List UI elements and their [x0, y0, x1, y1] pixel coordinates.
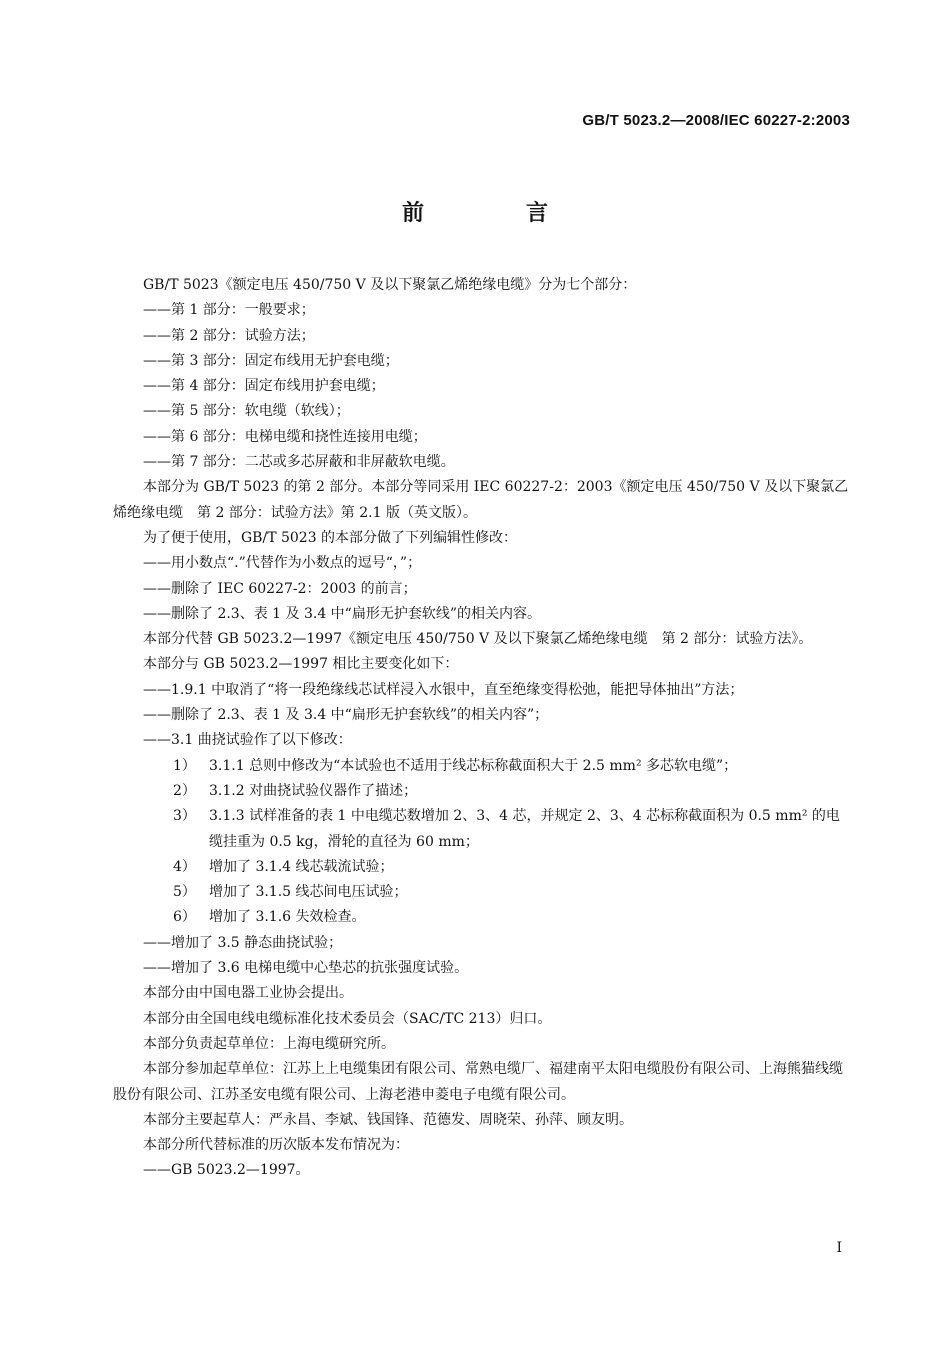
paragraph: 本部分参加起草单位：江苏上上电缆集团有限公司、常熟电缆厂、福建南平太阳电缆股份有限公司、上海熊猫线缆股份有限公司、江苏圣安电缆有限公司、上海老港申菱电子电缆有限公司。 [113, 1061, 843, 1103]
list-item: ——第 6 部分：电梯电缆和挠性连接用电缆； [143, 428, 427, 445]
numbered-item [113, 754, 853, 779]
numbered-item [113, 880, 853, 905]
list-item: ——增加了 3.5 静态曲挠试验； [143, 934, 343, 951]
item-text: 3.1.3 试样准备的表 1 中电缆芯数增加 2、3、4 芯，并规定 2、3、4 芯标称截面积为 0.5 mm² 的电缆挂重为 0.5 kg，滑轮的直径为 60 mm； [209, 808, 840, 850]
list-item: ——第 3 部分：固定布线用无护套电缆； [143, 352, 399, 369]
item-number: 2） [173, 782, 196, 799]
list-item: ——第 5 部分：软电缆（软线）； [143, 403, 350, 420]
list-item: ——用小数点“.”代替作为小数点的逗号“，”； [143, 555, 422, 572]
document-code: GB/T 5023.2—2008/IEC 60227-2:2003 [582, 112, 850, 129]
page-title: 前 言 [401, 201, 588, 226]
foreword-body [113, 273, 853, 1184]
list-item: ——第 7 部分：二芯或多芯屏蔽和非屏蔽软电缆。 [143, 454, 455, 471]
paragraph: 本部分与 GB 5023.2—1997 相比主要变化如下： [143, 656, 459, 673]
item-number: 1） [173, 757, 196, 774]
paragraph: 本部分为 GB/T 5023 的第 2 部分。本部分等同采用 IEC 60227-2：2003《额定电压 450/750 V 及以下聚氯乙烯绝缘电缆 第 2 部分：试验方法》第 2.1 版（英文版）。 [113, 479, 849, 521]
item-text: 增加了 3.1.5 线芯间电压试验； [209, 884, 408, 901]
list-item: ——删除了 2.3、表 1 及 3.4 中“扁形无护套软线”的相关内容”； [143, 707, 549, 724]
list-item: ——删除了 IEC 60227-2：2003 的前言； [143, 580, 417, 597]
numbered-item [113, 905, 853, 930]
list-item: ——增加了 3.6 电梯电缆中心垫芯的抗张强度试验。 [143, 960, 469, 977]
item-text: 3.1.1 总则中修改为“本试验也不适用于线芯标称截面积大于 2.5 mm² 多芯软电缆”； [209, 757, 738, 774]
item-text: 3.1.2 对曲挠试验仪器作了描述； [209, 782, 418, 799]
item-number: 3） [173, 808, 196, 825]
paragraph: 本部分所代替标准的历次版本发布情况为： [143, 1137, 409, 1154]
numbered-item [113, 804, 853, 855]
item-text: 增加了 3.1.4 线芯载流试验； [209, 858, 394, 875]
numbered-item [113, 855, 853, 880]
paragraph: 本部分由全国电线电缆标准化技术委员会（SAC/TC 213）归口。 [143, 1010, 552, 1027]
paragraph: 本部分负责起草单位：上海电缆研究所。 [143, 1035, 395, 1052]
list-item: ——GB 5023.2—1997。 [143, 1162, 310, 1179]
page-number: I [836, 1240, 842, 1256]
list-item: ——1.9.1 中取消了“将一段绝缘线芯试样浸入水银中，直至绝缘变得松弛，能把导体抽出”方法； [143, 681, 744, 698]
paragraph: GB/T 5023《额定电压 450/750 V 及以下聚氯乙烯绝缘电缆》分为七个部分： [143, 277, 637, 293]
paragraph: 本部分由中国电器工业协会提出。 [143, 985, 353, 1002]
item-number: 4） [173, 858, 196, 875]
item-number: 5） [173, 884, 196, 901]
numbered-item [113, 779, 853, 804]
list-item: ——3.1 曲挠试验作了以下修改： [143, 732, 352, 749]
paragraph: 本部分代替 GB 5023.2—1997《额定电压 450/750 V 及以下聚氯乙烯绝缘电缆 第 2 部分：试验方法》。 [143, 631, 813, 648]
item-number: 6） [173, 909, 196, 926]
paragraph: 为了便于使用，GB/T 5023 的本部分做了下列编辑性修改： [143, 529, 518, 546]
paragraph: 本部分主要起草人：严永昌、李斌、钱国锋、范德发、周晓荣、孙萍、顾友明。 [143, 1111, 633, 1128]
list-item: ——第 1 部分：一般要求； [143, 302, 315, 319]
item-text: 增加了 3.1.6 失效检查。 [209, 909, 366, 926]
list-item: ——删除了 2.3、表 1 及 3.4 中“扁形无护套软线”的相关内容。 [143, 605, 542, 622]
list-item: ——第 2 部分：试验方法； [143, 327, 315, 344]
list-item: ——第 4 部分：固定布线用护套电缆； [143, 378, 385, 395]
